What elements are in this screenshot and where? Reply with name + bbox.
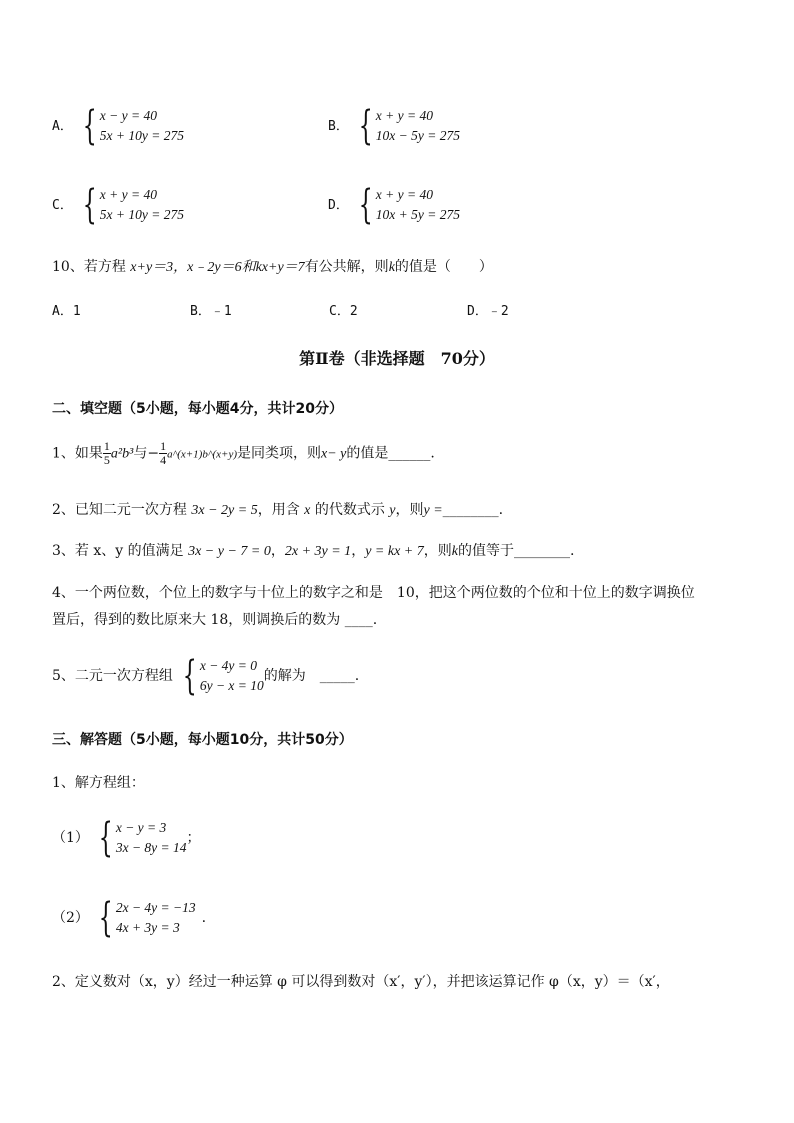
variable-y: y bbox=[389, 503, 396, 518]
equation: 3x − 2y = 5 bbox=[191, 503, 258, 518]
fill-q3 bbox=[52, 540, 574, 560]
brace-icon: { bbox=[359, 182, 374, 228]
q9-option-c bbox=[52, 182, 184, 228]
brace-icon: { bbox=[183, 653, 198, 699]
separator: ， bbox=[270, 543, 285, 559]
q10-suffix: 有公共解，则 bbox=[304, 259, 389, 275]
solve-q1-intro: 1、解方程组： bbox=[52, 775, 145, 791]
fraction bbox=[159, 440, 167, 467]
part-label: （2） bbox=[52, 910, 89, 926]
fill-q4-line1: 4、一个两位数，个位上的数字与十位上的数字之和是 10，把这个两位数的个位和十位上的数字调换位 bbox=[52, 585, 695, 601]
expression: x− y bbox=[321, 446, 347, 462]
section3-heading: 三、解答题（5小题，每小题10分，共计50分） bbox=[52, 732, 353, 748]
option-label: D． bbox=[328, 198, 349, 213]
equation-system bbox=[77, 103, 184, 149]
q9-option-d bbox=[328, 182, 460, 228]
fill-q4-line2: 置后，得到的数比原来大 18，则调换后的数为 ____. bbox=[52, 612, 378, 628]
equation: y = kx + 7 bbox=[365, 544, 424, 559]
solve-q1-part2 bbox=[52, 895, 207, 941]
q10-option-b: B．﹣1 bbox=[190, 304, 232, 319]
equation: x − y = 40 bbox=[99, 108, 157, 123]
fraction-denominator: 5 bbox=[103, 453, 110, 467]
equation: 5x + 10y = 275 bbox=[99, 207, 184, 222]
q10-stem bbox=[52, 256, 493, 276]
fill-q5 bbox=[52, 653, 360, 699]
q10-option-d: D．﹣2 bbox=[467, 304, 509, 319]
fraction bbox=[103, 440, 111, 467]
term: a^(x+1)b^(x+y) bbox=[167, 448, 237, 461]
brace-icon: { bbox=[359, 103, 374, 149]
option-label: C． bbox=[52, 198, 73, 213]
q3-suffix: ，则 bbox=[423, 543, 452, 559]
variable-k: k bbox=[451, 544, 458, 559]
variable-y: y = bbox=[423, 503, 443, 518]
brace-icon: { bbox=[99, 815, 114, 861]
fill-q1 bbox=[52, 440, 435, 467]
q2-end: ，则 bbox=[395, 502, 424, 518]
section2-heading: 二、填空题（5小题，每小题4分，共计20分） bbox=[52, 401, 343, 417]
q2-mid2: 的代数式示 bbox=[314, 502, 385, 518]
q10-equations: x+y＝3，x﹣2y＝6和 bbox=[130, 260, 256, 275]
option-label: B． bbox=[328, 119, 349, 134]
fill-q2 bbox=[52, 499, 503, 519]
equation: 2x − 4y = −13 bbox=[115, 900, 196, 915]
q3-end: 的值等于________. bbox=[457, 543, 575, 559]
q9-option-b bbox=[328, 103, 460, 149]
q5-suffix: 的解为 _____. bbox=[263, 668, 360, 684]
brace-icon: { bbox=[83, 182, 98, 228]
q1-end: 的值是______. bbox=[346, 445, 435, 462]
option-label: A． bbox=[52, 119, 73, 134]
equation-system bbox=[177, 653, 264, 699]
equation: 2x + 3y = 1 bbox=[284, 544, 352, 559]
part-end: ； bbox=[186, 830, 201, 846]
variable-x: x bbox=[304, 503, 311, 518]
q2-prefix: 2、已知二元一次方程 bbox=[52, 502, 187, 518]
equation: 10x + 5y = 275 bbox=[375, 207, 460, 222]
brace-icon: { bbox=[83, 103, 98, 149]
q10-option-a: A．1 bbox=[52, 304, 81, 319]
equation: 4x + 3y = 3 bbox=[115, 920, 180, 935]
equation: 6y − x = 10 bbox=[199, 678, 264, 693]
fraction-numerator: 1 bbox=[160, 439, 167, 453]
equation-system bbox=[353, 182, 460, 228]
answer-blank: ________. bbox=[442, 502, 504, 518]
q10-prefix: 10、若方程 bbox=[52, 259, 126, 275]
q1-suffix: 是同类项，则 bbox=[237, 445, 321, 462]
equation: x + y = 40 bbox=[375, 187, 433, 202]
equation: 10x − 5y = 275 bbox=[375, 128, 460, 143]
fraction-denominator: 4 bbox=[160, 453, 167, 467]
equation: 3x − y − 7 = 0 bbox=[188, 544, 271, 559]
equation: x + y = 40 bbox=[99, 187, 157, 202]
q10-equation-3: kx+y＝7 bbox=[255, 260, 305, 275]
equation-system bbox=[93, 815, 187, 861]
q10-option-c: C．2 bbox=[329, 304, 358, 319]
fraction-numerator: 1 bbox=[103, 439, 110, 453]
term: a²b³ bbox=[110, 446, 134, 462]
minus-sign: − bbox=[147, 445, 160, 462]
q10-k: k bbox=[388, 260, 395, 275]
solve-q1-part1 bbox=[52, 815, 201, 861]
q5-prefix: 5、二元一次方程组 bbox=[52, 668, 173, 684]
equation-system bbox=[353, 103, 460, 149]
equation: x − 4y = 0 bbox=[199, 658, 258, 673]
equation: 5x + 10y = 275 bbox=[99, 128, 184, 143]
equation-system bbox=[77, 182, 184, 228]
q2-mid: ，用含 bbox=[257, 502, 300, 518]
q10-end: 的值是（ ） bbox=[394, 259, 493, 275]
brace-icon: { bbox=[99, 895, 114, 941]
separator: ， bbox=[351, 543, 366, 559]
equation: x + y = 40 bbox=[375, 108, 433, 123]
part-end: . bbox=[201, 910, 207, 926]
solve-q2-line: 2、定义数对（x，y）经过一种运算 φ 可以得到数对（x′，y′），并把该运算记作 φ（x，y）＝（x′， bbox=[52, 974, 670, 990]
q3-prefix: 3、若 x、y 的值满足 bbox=[52, 543, 184, 559]
equation-system bbox=[93, 895, 196, 941]
part2-title: 第Ⅱ卷（非选择题 70分） bbox=[299, 349, 495, 368]
q1-prefix: 1、如果 bbox=[52, 445, 103, 462]
equation: x − y = 3 bbox=[115, 820, 167, 835]
q9-option-a bbox=[52, 103, 184, 149]
q1-mid: 与 bbox=[133, 445, 148, 462]
equation: 3x − 8y = 14 bbox=[115, 840, 187, 855]
part-label: （1） bbox=[52, 830, 89, 846]
